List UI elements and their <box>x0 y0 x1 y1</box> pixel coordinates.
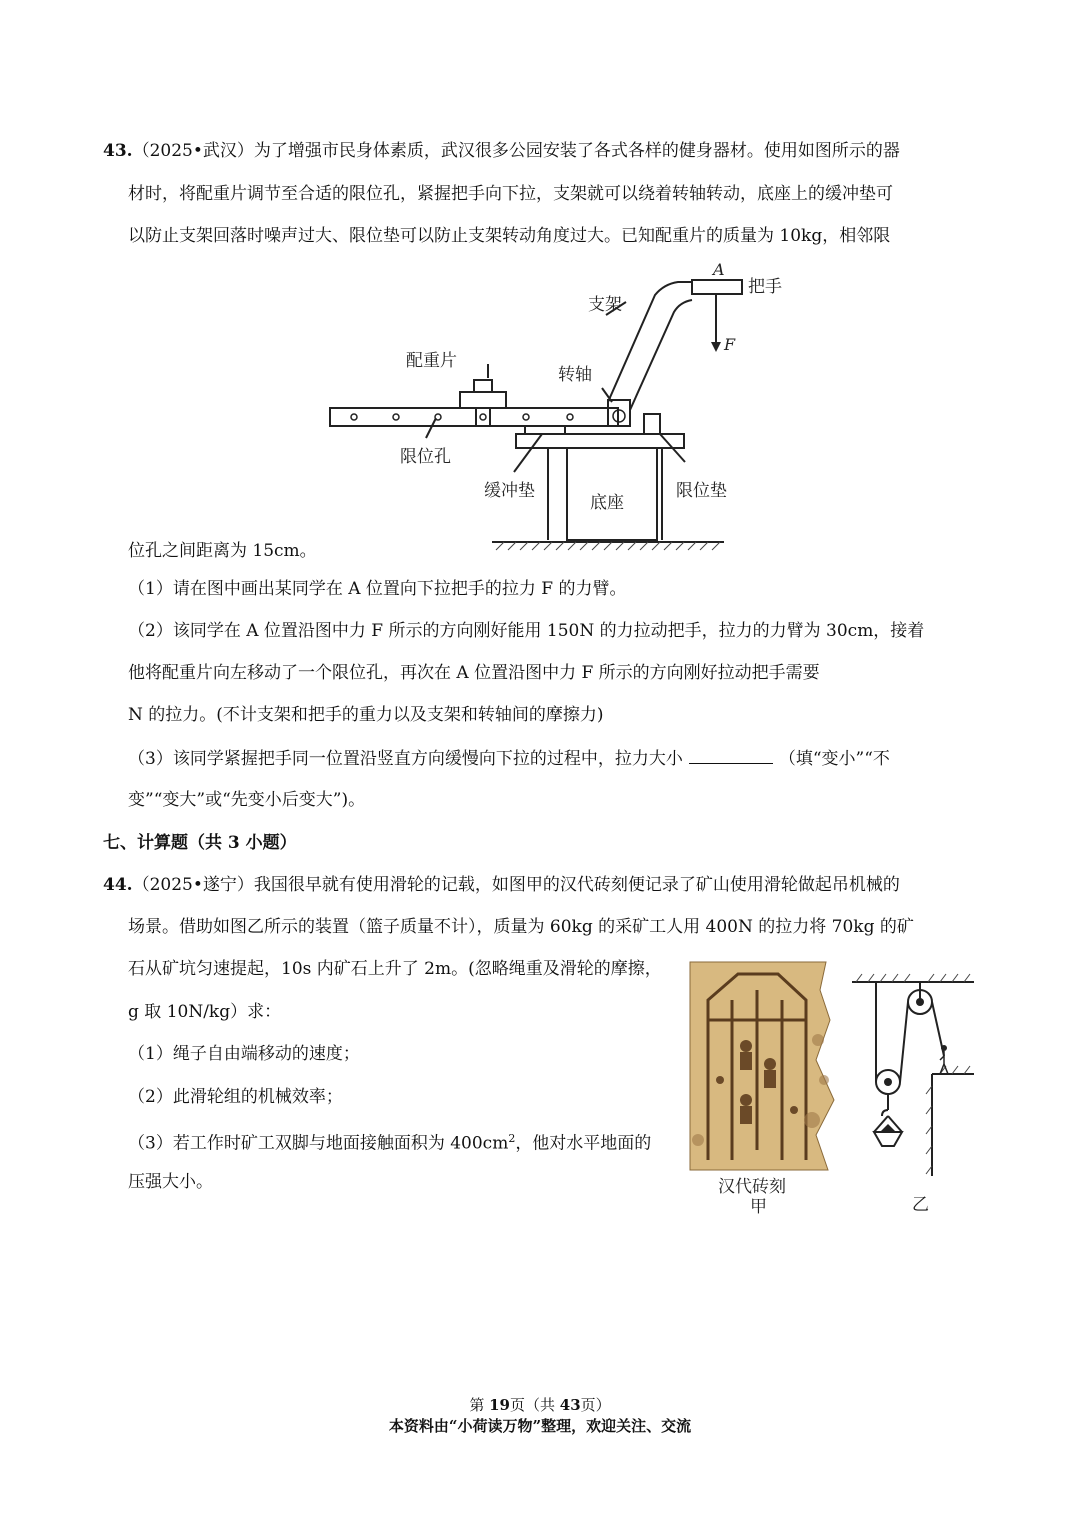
q43-line-4: 位孔之间距离为 15cm。 <box>128 541 317 561</box>
q43-part-3a <box>128 747 890 770</box>
q43-line-2: 材时，将配重片调节至合适的限位孔，紧握把手向下拉，支架就可以绕着转轴转动，底座上的缓冲垫可 <box>128 184 893 204</box>
q43-part-2b: 他将配重片向左移动了一个限位孔，再次在 A 位置沿图中力 F 所示的方向刚好拉动把手需要 <box>128 663 820 683</box>
fitness-equipment-figure <box>320 250 800 560</box>
figure-jia-caption-2: 甲 <box>750 1197 767 1217</box>
page-suffix: 页） <box>580 1396 611 1414</box>
q44-part-1: （1）绳子自由端移动的速度； <box>128 1044 360 1064</box>
figure-label-handle: 把手 <box>748 277 782 297</box>
q43-part-2a: （2）该同学在 A 位置沿图中力 F 所示的方向刚好能用 150N 的力拉动把手，拉力的力臂为 30cm，接着 <box>128 621 925 641</box>
q44-number: 44. <box>103 875 133 895</box>
q44-text-1: （2025•遂宁）我国很早就有使用滑轮的记载，如图甲的汉代砖刻便记录了矿山使用滑轮做起吊机械的 <box>132 875 900 895</box>
q44-part-3b: 压强大小。 <box>128 1172 213 1192</box>
q44-part-2: （2）此滑轮组的机械效率； <box>128 1087 343 1107</box>
page-number <box>0 1395 1080 1415</box>
q43-part-3b: 变”“变大”或“先变小后变大”)。 <box>128 790 366 810</box>
q43-number: 43. <box>103 141 133 161</box>
section-title: 七、计算题（共 3 小题） <box>103 833 297 853</box>
current-page: 19 <box>489 1396 510 1414</box>
figure-label-bracket: 支架 <box>588 295 622 315</box>
q44-part-3-pre: （3）若工作时矿工双脚与地面接触面积为 400cm <box>128 1133 509 1154</box>
figure-label-limit-pad: 限位垫 <box>676 481 727 501</box>
q43-part-1: （1）请在图中画出某同学在 A 位置向下拉把手的拉力 F 的力臂。 <box>128 579 627 599</box>
page-mid: 页（共 <box>509 1396 560 1414</box>
q43-line-1 <box>103 140 900 162</box>
q44-line-1 <box>103 874 900 896</box>
q43-text-1: （2025•武汉）为了增强市民身体素质，武汉很多公园安装了各式各样的健身器材。使用如图所示的器 <box>132 141 900 161</box>
q44-line-2: 场景。借助如图乙所示的装置（篮子质量不计），质量为 60kg 的采矿工人用 400N 的拉力将 70kg 的矿 <box>128 917 914 937</box>
figure-yi-caption: 乙 <box>912 1195 929 1215</box>
footer-note: 本资料由“小荷读万物”整理，欢迎关注、交流 <box>388 1417 692 1435</box>
page-prefix: 第 <box>469 1396 490 1414</box>
q43-part-3a-post: （填“变小”“不 <box>778 749 890 769</box>
figure-label-F: F <box>724 335 736 354</box>
figure-label-limit-hole: 限位孔 <box>400 447 451 467</box>
q43-part-2c: N 的拉力。(不计支架和把手的重力以及支架和转轴间的摩擦力) <box>128 705 604 725</box>
q44-line-3: 石从矿坑匀速提起，10s 内矿石上升了 2m。(忽略绳重及滑轮的摩擦， <box>128 959 662 979</box>
pulley-system-figure <box>848 966 980 1218</box>
total-pages: 43 <box>559 1396 581 1414</box>
figure-label-base: 底座 <box>590 493 624 513</box>
figure-label-A: A <box>713 260 725 279</box>
answer-blank <box>689 747 773 764</box>
q43-line-3: 以防止支架回落时噪声过大、限位垫可以防止支架转动角度过大。已知配重片的质量为 10kg，相邻限 <box>128 226 891 246</box>
q43-part-3a-pre: （3）该同学紧握把手同一位置沿竖直方向缓慢向下拉的过程中，拉力大小 <box>128 749 683 769</box>
figure-label-counterweight: 配重片 <box>406 351 457 371</box>
figure-jia-caption-1: 汉代砖刻 <box>718 1177 786 1197</box>
q44-part-3-post: ，他对水平地面的 <box>515 1133 652 1154</box>
q44-part-3 <box>128 1128 651 1155</box>
brick-carving-figure <box>688 960 848 1218</box>
q44-part-3-sup: 2 <box>508 1132 516 1145</box>
q44-line-4: g 取 10N/kg）求： <box>128 1002 282 1022</box>
figure-label-axle: 转轴 <box>558 365 592 385</box>
figure-label-buffer-pad: 缓冲垫 <box>484 481 535 501</box>
